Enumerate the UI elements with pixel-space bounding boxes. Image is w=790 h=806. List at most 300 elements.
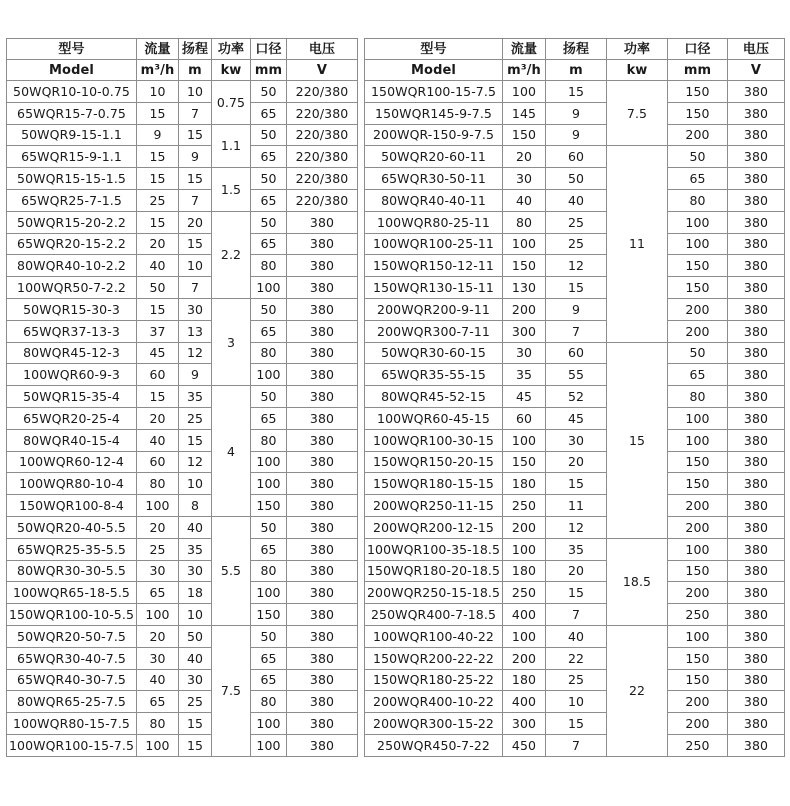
cell-model: 100WQR100-25-11 (365, 233, 503, 255)
cell-voltage: 380 (728, 255, 785, 277)
table-row (365, 102, 785, 124)
cell-flow: 20 (137, 407, 179, 429)
cell-model: 50WQR30-60-15 (365, 342, 503, 364)
cell-diameter: 50 (251, 168, 287, 190)
cell-flow: 100 (503, 81, 546, 103)
table-row (7, 734, 358, 756)
spec-table-body (7, 39, 358, 757)
cell-power: 4 (212, 386, 251, 517)
cell-flow: 20 (137, 625, 179, 647)
cell-model: 80WQR40-10-2.2 (7, 255, 137, 277)
cell-diameter: 50 (251, 211, 287, 233)
table-row (7, 146, 358, 168)
cell-power: 11 (607, 146, 668, 342)
cell-diameter: 65 (251, 320, 287, 342)
cell-voltage: 220/380 (287, 102, 358, 124)
cell-voltage: 380 (728, 298, 785, 320)
cell-head: 40 (179, 516, 212, 538)
cell-flow: 100 (503, 429, 546, 451)
cell-voltage: 380 (728, 189, 785, 211)
cell-model: 50WQR15-15-1.5 (7, 168, 137, 190)
table-row (7, 342, 358, 364)
cell-voltage: 380 (728, 429, 785, 451)
cell-flow: 150 (503, 451, 546, 473)
cell-diameter: 100 (668, 625, 728, 647)
cell-diameter: 100 (668, 407, 728, 429)
cell-model: 80WQR45-12-3 (7, 342, 137, 364)
table-row (365, 168, 785, 190)
cell-voltage: 380 (728, 669, 785, 691)
cell-head: 15 (179, 734, 212, 756)
cell-diameter: 65 (668, 168, 728, 190)
cell-diameter: 80 (251, 560, 287, 582)
cell-diameter: 200 (668, 713, 728, 735)
cell-voltage: 380 (287, 669, 358, 691)
cell-flow: 30 (137, 647, 179, 669)
cell-diameter: 150 (668, 647, 728, 669)
cell-diameter: 200 (668, 582, 728, 604)
cell-model: 65WQR25-7-1.5 (7, 189, 137, 211)
cell-diameter: 65 (251, 647, 287, 669)
cell-head: 9 (179, 146, 212, 168)
header-model-unit: Model (365, 60, 503, 81)
cell-flow: 80 (137, 473, 179, 495)
cell-head: 60 (546, 342, 607, 364)
cell-voltage: 380 (728, 625, 785, 647)
cell-flow: 65 (137, 582, 179, 604)
cell-voltage: 380 (287, 734, 358, 756)
cell-voltage: 380 (728, 473, 785, 495)
cell-flow: 300 (503, 320, 546, 342)
cell-voltage: 380 (728, 604, 785, 626)
cell-model: 150WQR145-9-7.5 (365, 102, 503, 124)
cell-model: 150WQR180-25-22 (365, 669, 503, 691)
cell-flow: 60 (137, 451, 179, 473)
cell-diameter: 150 (668, 102, 728, 124)
table-row (365, 233, 785, 255)
cell-voltage: 380 (728, 81, 785, 103)
cell-model: 250WQR450-7-22 (365, 734, 503, 756)
cell-head: 15 (179, 168, 212, 190)
cell-voltage: 380 (728, 146, 785, 168)
cell-model: 50WQR10-10-0.75 (7, 81, 137, 103)
cell-diameter: 50 (251, 124, 287, 146)
cell-model: 150WQR100-8-4 (7, 495, 137, 517)
header-row-en (365, 60, 785, 81)
table-row (7, 429, 358, 451)
cell-head: 45 (546, 407, 607, 429)
cell-model: 200WQR-150-9-7.5 (365, 124, 503, 146)
cell-voltage: 380 (287, 473, 358, 495)
cell-diameter: 65 (251, 669, 287, 691)
table-row (365, 538, 785, 560)
cell-diameter: 200 (668, 516, 728, 538)
table-row (7, 81, 358, 103)
cell-flow: 30 (503, 168, 546, 190)
table-row (365, 625, 785, 647)
cell-head: 25 (546, 233, 607, 255)
cell-head: 12 (546, 516, 607, 538)
cell-head: 30 (546, 429, 607, 451)
cell-model: 80WQR65-25-7.5 (7, 691, 137, 713)
table-row (7, 647, 358, 669)
header-model-unit: Model (7, 60, 137, 81)
cell-head: 25 (179, 691, 212, 713)
cell-power: 2.2 (212, 211, 251, 298)
cell-model: 65WQR35-55-15 (365, 364, 503, 386)
cell-diameter: 65 (251, 189, 287, 211)
cell-head: 10 (179, 81, 212, 103)
cell-flow: 200 (503, 647, 546, 669)
cell-diameter: 250 (668, 734, 728, 756)
cell-voltage: 380 (287, 429, 358, 451)
cell-voltage: 380 (287, 495, 358, 517)
table-row (365, 407, 785, 429)
cell-flow: 15 (137, 102, 179, 124)
cell-voltage: 380 (287, 277, 358, 299)
cell-voltage: 380 (728, 386, 785, 408)
cell-diameter: 150 (668, 255, 728, 277)
cell-model: 250WQR400-7-18.5 (365, 604, 503, 626)
cell-flow: 80 (503, 211, 546, 233)
cell-head: 7 (179, 102, 212, 124)
cell-head: 7 (546, 320, 607, 342)
cell-diameter: 80 (668, 386, 728, 408)
table-row (7, 255, 358, 277)
table-row (365, 669, 785, 691)
cell-flow: 180 (503, 473, 546, 495)
header-head-unit: m (546, 60, 607, 81)
cell-diameter: 150 (668, 473, 728, 495)
cell-flow: 300 (503, 713, 546, 735)
table-row (365, 298, 785, 320)
header-flow-unit: m³/h (503, 60, 546, 81)
cell-flow: 150 (503, 124, 546, 146)
table-row (365, 81, 785, 103)
cell-diameter: 100 (251, 451, 287, 473)
header-row-cn (365, 39, 785, 60)
cell-model: 50WQR15-30-3 (7, 298, 137, 320)
cell-flow: 20 (137, 233, 179, 255)
table-row (7, 189, 358, 211)
cell-power: 22 (607, 625, 668, 756)
cell-diameter: 65 (251, 538, 287, 560)
cell-head: 12 (179, 342, 212, 364)
table-row (365, 560, 785, 582)
header-flow-unit: m³/h (137, 60, 179, 81)
cell-voltage: 380 (728, 516, 785, 538)
cell-voltage: 380 (287, 625, 358, 647)
cell-power: 7.5 (212, 625, 251, 756)
cell-voltage: 380 (287, 691, 358, 713)
table-row (365, 124, 785, 146)
cell-model: 150WQR150-20-15 (365, 451, 503, 473)
cell-power: 1.1 (212, 124, 251, 168)
cell-head: 30 (179, 669, 212, 691)
cell-voltage: 380 (287, 647, 358, 669)
cell-flow: 15 (137, 146, 179, 168)
table-row (7, 386, 358, 408)
cell-diameter: 100 (251, 713, 287, 735)
cell-voltage: 380 (728, 691, 785, 713)
cell-voltage: 380 (287, 211, 358, 233)
cell-voltage: 380 (728, 102, 785, 124)
cell-flow: 100 (137, 495, 179, 517)
cell-model: 100WQR65-18-5.5 (7, 582, 137, 604)
cell-model: 200WQR200-12-15 (365, 516, 503, 538)
cell-head: 15 (546, 277, 607, 299)
cell-voltage: 380 (728, 713, 785, 735)
cell-diameter: 150 (668, 81, 728, 103)
header-diameter-unit: mm (251, 60, 287, 81)
cell-power: 1.5 (212, 168, 251, 212)
cell-model: 50WQR9-15-1.1 (7, 124, 137, 146)
cell-voltage: 380 (287, 364, 358, 386)
cell-voltage: 380 (287, 538, 358, 560)
cell-diameter: 150 (668, 451, 728, 473)
cell-head: 12 (546, 255, 607, 277)
cell-flow: 400 (503, 604, 546, 626)
table-row (365, 386, 785, 408)
table-row (365, 320, 785, 342)
cell-voltage: 380 (728, 233, 785, 255)
cell-voltage: 220/380 (287, 146, 358, 168)
cell-voltage: 380 (728, 560, 785, 582)
cell-flow: 60 (503, 407, 546, 429)
cell-head: 10 (546, 691, 607, 713)
table-row (7, 102, 358, 124)
cell-model: 65WQR37-13-3 (7, 320, 137, 342)
cell-voltage: 380 (287, 320, 358, 342)
cell-head: 10 (179, 473, 212, 495)
cell-diameter: 200 (668, 298, 728, 320)
cell-power: 15 (607, 342, 668, 538)
cell-head: 7 (179, 189, 212, 211)
table-row (7, 211, 358, 233)
cell-diameter: 80 (251, 691, 287, 713)
cell-head: 35 (179, 538, 212, 560)
table-row (365, 734, 785, 756)
cell-voltage: 380 (728, 320, 785, 342)
cell-voltage: 380 (287, 298, 358, 320)
cell-diameter: 65 (668, 364, 728, 386)
table-row (7, 582, 358, 604)
cell-voltage: 220/380 (287, 189, 358, 211)
cell-diameter: 150 (251, 604, 287, 626)
cell-head: 40 (179, 647, 212, 669)
header-flow-cn: 流量 (503, 39, 546, 60)
cell-flow: 15 (137, 168, 179, 190)
cell-voltage: 380 (287, 516, 358, 538)
cell-flow: 250 (503, 495, 546, 517)
cell-head: 22 (546, 647, 607, 669)
cell-flow: 30 (503, 342, 546, 364)
cell-head: 15 (179, 713, 212, 735)
cell-model: 150WQR100-10-5.5 (7, 604, 137, 626)
cell-diameter: 50 (251, 386, 287, 408)
cell-model: 65WQR30-40-7.5 (7, 647, 137, 669)
cell-diameter: 65 (251, 146, 287, 168)
cell-model: 150WQR130-15-11 (365, 277, 503, 299)
cell-head: 30 (179, 560, 212, 582)
header-voltage-cn: 电压 (287, 39, 358, 60)
cell-model: 80WQR40-15-4 (7, 429, 137, 451)
cell-head: 15 (546, 582, 607, 604)
cell-flow: 50 (137, 277, 179, 299)
cell-flow: 130 (503, 277, 546, 299)
cell-voltage: 380 (287, 255, 358, 277)
cell-head: 15 (546, 81, 607, 103)
cell-model: 80WQR40-40-11 (365, 189, 503, 211)
cell-head: 35 (179, 386, 212, 408)
cell-head: 25 (546, 669, 607, 691)
cell-head: 9 (179, 364, 212, 386)
cell-head: 8 (179, 495, 212, 517)
cell-diameter: 50 (251, 516, 287, 538)
cell-voltage: 380 (287, 407, 358, 429)
cell-model: 65WQR25-35-5.5 (7, 538, 137, 560)
cell-flow: 40 (503, 189, 546, 211)
cell-diameter: 150 (668, 669, 728, 691)
table-row (365, 647, 785, 669)
cell-diameter: 100 (251, 582, 287, 604)
cell-flow: 65 (137, 691, 179, 713)
cell-voltage: 380 (728, 538, 785, 560)
cell-diameter: 200 (668, 691, 728, 713)
table-row (365, 495, 785, 517)
cell-flow: 20 (137, 516, 179, 538)
cell-diameter: 50 (251, 625, 287, 647)
cell-head: 35 (546, 538, 607, 560)
cell-flow: 35 (503, 364, 546, 386)
cell-head: 55 (546, 364, 607, 386)
cell-model: 65WQR15-7-0.75 (7, 102, 137, 124)
cell-flow: 40 (137, 669, 179, 691)
cell-voltage: 380 (728, 211, 785, 233)
table-row (7, 320, 358, 342)
cell-voltage: 380 (287, 560, 358, 582)
table-row (365, 189, 785, 211)
table-row (7, 364, 358, 386)
cell-diameter: 50 (251, 298, 287, 320)
header-diameter-unit: mm (668, 60, 728, 81)
cell-voltage: 380 (728, 407, 785, 429)
cell-diameter: 150 (668, 560, 728, 582)
cell-voltage: 380 (728, 364, 785, 386)
cell-flow: 20 (503, 146, 546, 168)
cell-model: 150WQR200-22-22 (365, 647, 503, 669)
cell-flow: 25 (137, 189, 179, 211)
cell-diameter: 200 (668, 124, 728, 146)
table-row (365, 277, 785, 299)
spec-table-body (365, 39, 785, 757)
cell-head: 40 (546, 189, 607, 211)
cell-diameter: 100 (251, 277, 287, 299)
cell-diameter: 200 (668, 495, 728, 517)
cell-voltage: 380 (287, 342, 358, 364)
cell-flow: 100 (137, 604, 179, 626)
cell-flow: 45 (503, 386, 546, 408)
cell-flow: 100 (503, 538, 546, 560)
table-row (365, 713, 785, 735)
cell-diameter: 250 (668, 604, 728, 626)
cell-flow: 25 (137, 538, 179, 560)
cell-diameter: 100 (668, 211, 728, 233)
cell-head: 15 (179, 429, 212, 451)
table-row (365, 473, 785, 495)
cell-voltage: 380 (728, 124, 785, 146)
cell-head: 7 (179, 277, 212, 299)
cell-diameter: 200 (668, 320, 728, 342)
cell-head: 15 (179, 233, 212, 255)
cell-model: 50WQR20-40-5.5 (7, 516, 137, 538)
cell-head: 10 (179, 255, 212, 277)
table-row (365, 146, 785, 168)
table-row (7, 473, 358, 495)
table-row (365, 342, 785, 364)
cell-power: 18.5 (607, 538, 668, 625)
cell-model: 200WQR200-9-11 (365, 298, 503, 320)
table-row (7, 298, 358, 320)
cell-model: 100WQR80-25-11 (365, 211, 503, 233)
table-row (7, 168, 358, 190)
cell-model: 200WQR300-15-22 (365, 713, 503, 735)
cell-model: 100WQR80-15-7.5 (7, 713, 137, 735)
cell-model: 100WQR80-10-4 (7, 473, 137, 495)
cell-flow: 100 (137, 734, 179, 756)
header-power-unit: kw (212, 60, 251, 81)
table-row (7, 604, 358, 626)
table-row (7, 495, 358, 517)
cell-flow: 100 (503, 233, 546, 255)
cell-model: 100WQR60-9-3 (7, 364, 137, 386)
header-power-cn: 功率 (212, 39, 251, 60)
cell-flow: 180 (503, 560, 546, 582)
cell-model: 150WQR180-20-18.5 (365, 560, 503, 582)
table-row (7, 451, 358, 473)
cell-voltage: 380 (728, 451, 785, 473)
cell-head: 52 (546, 386, 607, 408)
cell-flow: 37 (137, 320, 179, 342)
cell-head: 25 (546, 211, 607, 233)
cell-voltage: 220/380 (287, 81, 358, 103)
cell-diameter: 150 (251, 495, 287, 517)
cell-head: 13 (179, 320, 212, 342)
cell-model: 100WQR100-40-22 (365, 625, 503, 647)
cell-diameter: 65 (251, 407, 287, 429)
cell-model: 100WQR60-45-15 (365, 407, 503, 429)
cell-diameter: 80 (251, 429, 287, 451)
header-head-unit: m (179, 60, 212, 81)
cell-model: 150WQR100-15-7.5 (365, 81, 503, 103)
cell-model: 100WQR100-30-15 (365, 429, 503, 451)
table-row (7, 669, 358, 691)
cell-power: 7.5 (607, 81, 668, 146)
cell-flow: 180 (503, 669, 546, 691)
cell-voltage: 380 (728, 582, 785, 604)
cell-model: 100WQR50-7-2.2 (7, 277, 137, 299)
header-head-cn: 扬程 (179, 39, 212, 60)
cell-flow: 40 (137, 255, 179, 277)
table-row (7, 277, 358, 299)
table-row (365, 211, 785, 233)
cell-flow: 40 (137, 429, 179, 451)
table-row (7, 124, 358, 146)
cell-voltage: 380 (287, 713, 358, 735)
cell-flow: 30 (137, 560, 179, 582)
cell-power: 0.75 (212, 81, 251, 125)
spec-table-left (6, 38, 358, 757)
